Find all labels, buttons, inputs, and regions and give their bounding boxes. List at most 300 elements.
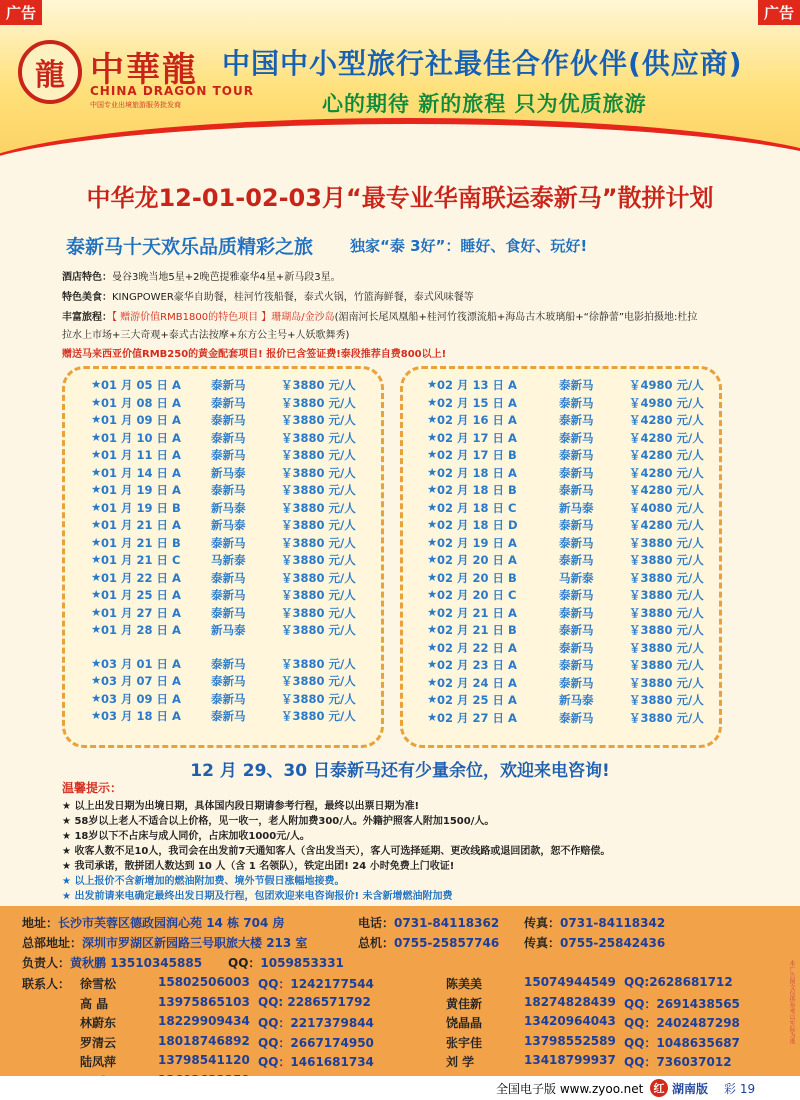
schedule-row	[403, 377, 725, 394]
header-title: 中国中小型旅行社最佳合作伙伴(供应商)	[222, 47, 743, 80]
schedule-price: ￥3880 元/人	[629, 623, 704, 637]
schedule-price: ￥3880 元/人	[281, 588, 356, 602]
schedule-date: 02 月 18 日 A	[437, 465, 517, 480]
schedule-row	[65, 708, 387, 725]
schedule-destination: 泰新马	[559, 465, 594, 480]
contact-qq[interactable]: QQ：2402487298	[624, 1016, 740, 1030]
star-icon: ★	[91, 673, 102, 687]
schedule-price: ￥4980 元/人	[629, 378, 704, 392]
schedule-date: 01 月 21 日 B	[101, 535, 181, 550]
schedule-price: ￥4080 元/人	[629, 500, 704, 515]
contact-qq[interactable]: QQ：736037012	[624, 1055, 732, 1069]
tip-text: 以上报价不含新增加的燃油附加费、境外节假日涨幅地接费。	[74, 876, 345, 887]
schedule-price: ￥3880 元/人	[281, 518, 356, 532]
schedule-destination: 泰新马	[559, 483, 594, 497]
contact-qq[interactable]: QQ：2217379844	[258, 1016, 374, 1030]
star-icon: ★	[427, 499, 438, 514]
schedule-row	[403, 430, 725, 447]
contact-name: 张宇佳	[446, 1035, 483, 1050]
schedule-row	[403, 552, 725, 569]
star-icon: ★	[62, 876, 75, 887]
footer-hq-fax	[524, 934, 665, 951]
schedule-price: ￥4980 元/人	[629, 395, 704, 410]
footer-tel-label: 电话：	[358, 916, 395, 930]
schedule-destination: 泰新马	[559, 623, 594, 637]
schedule-row	[65, 447, 387, 464]
tour-title: 泰新马十天欢乐品质精彩之旅	[66, 236, 314, 258]
schedule-price: ￥4280 元/人	[629, 483, 704, 497]
contact-phone[interactable]: 15802506003	[158, 975, 250, 989]
schedule-destination: 泰新马	[211, 430, 246, 445]
footer-hqfax-value: 0755-25842436	[560, 936, 666, 950]
footer-manager-label: 负责人：	[22, 956, 71, 970]
schedule-date: 02 月 20 日 B	[437, 570, 517, 585]
schedule-price: ￥3880 元/人	[281, 483, 356, 497]
footer-hq-label: 总部地址：	[22, 936, 83, 950]
brand-name-cn: 中華龍	[90, 50, 198, 90]
tip-item	[62, 887, 453, 902]
star-icon: ★	[91, 569, 102, 584]
schedule-date: 02 月 21 日 B	[437, 623, 517, 637]
ad-tag-right: 广告	[758, 0, 800, 25]
schedule-price: ￥3880 元/人	[281, 448, 356, 462]
schedule-price: ￥3880 元/人	[281, 465, 356, 480]
schedule-destination: 泰新马	[211, 588, 246, 602]
star-icon: ★	[62, 891, 75, 902]
schedule-row	[403, 517, 725, 534]
contact-qq[interactable]: QQ：2667174950	[258, 1035, 374, 1050]
star-icon: ★	[91, 394, 102, 409]
star-icon: ★	[427, 429, 438, 444]
schedule-price: ￥3880 元/人	[629, 588, 704, 602]
schedule-price: ￥3880 元/人	[281, 623, 356, 637]
schedule-price: ￥4280 元/人	[629, 465, 704, 480]
schedule-row	[65, 412, 387, 429]
schedule-price: ￥3880 元/人	[629, 710, 704, 725]
schedule-date: 02 月 21 日 A	[437, 605, 517, 620]
page-number: 彩 19	[724, 1082, 756, 1096]
contact-phone[interactable]: 15074944549	[524, 975, 616, 989]
schedule-date: 01 月 27 日 A	[101, 605, 181, 620]
star-icon: ★	[427, 464, 438, 479]
contact-qq[interactable]: QQ: 2286571792	[258, 994, 371, 1009]
schedule-price: ￥3880 元/人	[281, 605, 356, 620]
schedule-row	[403, 500, 725, 517]
schedule-date: 02 月 15 日 A	[437, 395, 517, 410]
schedule-date: 02 月 16 日 A	[437, 413, 517, 427]
contact-phone[interactable]: 13418799937	[524, 1053, 616, 1067]
contact-qq[interactable]: QQ：2691438565	[624, 996, 740, 1011]
star-icon: ★	[427, 394, 438, 409]
schedule-price: ￥3880 元/人	[281, 395, 356, 410]
star-icon: ★	[91, 587, 102, 601]
schedule-row	[65, 673, 387, 690]
contact-phone[interactable]: 18229909434	[158, 1014, 250, 1028]
schedule-destination: 泰新马	[211, 656, 246, 671]
star-icon: ★	[91, 429, 102, 444]
contact-name: 徐雪松	[80, 977, 117, 991]
star-icon: ★	[427, 517, 438, 531]
schedule-row	[403, 447, 725, 464]
contact-phone[interactable]: 18018746892	[158, 1033, 250, 1048]
schedule-destination: 新马泰	[559, 500, 594, 515]
schedule-date: 02 月 18 日 B	[437, 483, 517, 497]
footer-manager-qq	[228, 954, 344, 971]
schedule-destination: 泰新马	[559, 553, 594, 567]
header-swoosh	[0, 118, 800, 165]
star-icon: ★	[91, 412, 102, 426]
schedule-row	[65, 570, 387, 587]
schedule-date: 02 月 13 日 A	[437, 378, 517, 392]
schedule-destination: 泰新马	[211, 483, 246, 497]
star-icon: ★	[91, 708, 102, 722]
schedule-row	[403, 692, 725, 709]
star-icon: ★	[91, 464, 102, 479]
schedule-date: 01 月 21 日 A	[101, 518, 181, 532]
schedule-price: ￥3880 元/人	[281, 535, 356, 550]
star-icon: ★	[427, 604, 438, 619]
schedule-date: 02 月 17 日 A	[437, 430, 517, 445]
schedule-row	[65, 622, 387, 639]
tip-text: 我司承诺，散拼团人数达到 10 人（含 1 名领队），铁定出团! 24 小时免费上门收证!	[74, 861, 455, 872]
schedule-price: ￥3880 元/人	[629, 675, 704, 690]
star-icon: ★	[91, 622, 102, 636]
schedule-date: 01 月 08 日 A	[101, 395, 181, 410]
schedule-row	[403, 465, 725, 482]
schedule-row	[65, 605, 387, 622]
schedule-row	[403, 535, 725, 552]
schedule-date: 02 月 25 日 A	[437, 693, 517, 707]
footer-tel	[358, 914, 499, 931]
schedule-date: 01 月 14 日 A	[101, 465, 181, 480]
contact-name: 陆凤萍	[80, 1055, 117, 1069]
tip-text: 出发前请来电确定最终出发日期及行程，包团欢迎来电咨询报价! 未含新增燃油附加费	[74, 891, 453, 902]
schedule-row	[65, 587, 387, 604]
star-icon: ★	[427, 569, 438, 584]
schedule-date: 01 月 28 日 A	[101, 623, 181, 637]
schedule-destination: 泰新马	[559, 448, 594, 462]
schedule-destination: 泰新马	[559, 710, 594, 725]
schedule-destination: 泰新马	[211, 448, 246, 462]
brand-name-en: CHINA DRAGON TOUR	[90, 84, 254, 98]
schedule-box-right	[400, 366, 722, 748]
schedule-destination: 泰新马	[559, 378, 594, 392]
footer-fax	[524, 914, 665, 931]
schedule-date: 02 月 20 日 A	[437, 553, 517, 567]
feature-tour-text: (湄南河长尾凤凰船+桂河竹筏漂流船+海岛古木玻璃船+“徐静蕾”电影拍摄地:杜拉	[334, 312, 698, 323]
schedule-date: 01 月 10 日 A	[101, 430, 181, 445]
feature-hotel-label: 酒店特色：	[62, 272, 112, 283]
contact-phone[interactable]: 18274828439	[524, 994, 616, 1009]
schedule-row	[403, 395, 725, 412]
contact-phone[interactable]: 13420964043	[524, 1014, 616, 1028]
schedule-price: ￥3880 元/人	[629, 605, 704, 620]
schedule-row	[65, 552, 387, 569]
schedule-row	[403, 482, 725, 499]
schedule-destination: 泰新马	[211, 691, 246, 706]
star-icon: ★	[91, 482, 102, 496]
schedule-destination: 泰新马	[559, 518, 594, 532]
schedule-date: 03 月 01 日 A	[101, 656, 181, 671]
star-icon: ★	[62, 801, 75, 812]
header-banner	[0, 0, 800, 165]
schedule-price: ￥4280 元/人	[629, 448, 704, 462]
star-icon: ★	[427, 412, 438, 426]
tip-text: 以上出发日期为出境日期，具体国内段日期请参考行程，最终以出票日期为准!	[74, 801, 420, 812]
contact-phone[interactable]: 13798552589	[524, 1033, 616, 1048]
schedule-date: 03 月 18 日 A	[101, 709, 181, 723]
contact-name: 黄佳新	[446, 996, 483, 1011]
star-icon: ★	[427, 377, 438, 391]
star-icon: ★	[91, 552, 102, 566]
site-url[interactable]: 全国电子版 www.zyoo.net	[496, 1082, 644, 1096]
star-icon: ★	[427, 639, 438, 654]
feature-food-text: KINGPOWER豪华自助餐，桂河竹筏船餐，泰式火锅，竹篮海鲜餐，泰式风味餐等	[112, 292, 474, 303]
contact-qq[interactable]: QQ:2628681712	[624, 975, 733, 989]
footer-hqtel-value: 0755-25857746	[394, 936, 500, 950]
star-icon: ★	[62, 831, 75, 842]
schedule-price: ￥3880 元/人	[281, 553, 356, 567]
schedule-row	[403, 605, 725, 622]
schedule-row	[403, 570, 725, 587]
tip-item	[62, 842, 610, 857]
schedule-destination: 泰新马	[559, 430, 594, 445]
star-icon: ★	[427, 692, 438, 706]
contact-name: 高 晶	[80, 996, 109, 1011]
schedule-row	[403, 412, 725, 429]
star-icon: ★	[91, 604, 102, 619]
schedule-destination: 新马泰	[211, 500, 246, 515]
footer-manager	[22, 954, 202, 971]
schedule-destination: 泰新马	[559, 395, 594, 410]
schedule-destination: 新马泰	[211, 518, 246, 532]
contact-name: 陈美美	[446, 977, 483, 991]
schedule-date: 01 月 09 日 A	[101, 413, 181, 427]
side-note: 本广告图文仅供参考以实际为准	[788, 960, 795, 1044]
schedule-price: ￥4280 元/人	[629, 430, 704, 445]
schedule-destination: 泰新马	[559, 658, 594, 672]
schedule-date: 01 月 05 日 A	[101, 378, 181, 392]
star-icon: ★	[427, 709, 438, 724]
star-icon: ★	[427, 657, 438, 671]
schedule-destination: 新马泰	[211, 465, 246, 480]
tip-text: 18岁以下不占床与成人同价，占床加收1000元/人。	[74, 831, 310, 842]
footer-address	[22, 914, 284, 931]
schedule-date: 01 月 25 日 A	[101, 588, 181, 602]
schedule-date: 02 月 24 日 A	[437, 675, 517, 690]
schedule-price: ￥4280 元/人	[629, 413, 704, 427]
schedule-price: ￥3880 元/人	[629, 535, 704, 550]
star-icon: ★	[91, 517, 102, 531]
tip-text: 收客人数不足10人，我司会在出发前7天通知客人（含出发当天），客人可选择延期、更改线路或退回团款，恕不作赔偿。	[74, 846, 611, 857]
schedule-date: 02 月 20 日 C	[437, 588, 517, 602]
schedule-destination: 泰新马	[211, 535, 246, 550]
schedule-row	[403, 622, 725, 639]
feature-hotel	[62, 268, 341, 283]
contact-qq[interactable]: QQ：1461681734	[258, 1055, 374, 1069]
edition-badge-icon: 红	[650, 1079, 668, 1097]
star-icon: ★	[91, 499, 102, 514]
tip-text: 58岁以上老人不适合以上价格，见一收一，老人附加费300/人。外籍护照客人附加1500/人。	[74, 816, 495, 827]
schedule-row	[65, 430, 387, 447]
star-icon: ★	[427, 587, 438, 601]
footer-fax-label: 传真：	[524, 916, 561, 930]
schedule-date: 02 月 18 日 D	[437, 518, 518, 532]
footer-manager-value: 黄秋鹏 13510345885	[70, 956, 203, 970]
schedule-price: ￥3880 元/人	[629, 570, 704, 585]
schedule-date: 02 月 22 日 A	[437, 640, 517, 655]
schedule-row	[65, 500, 387, 517]
schedule-row	[403, 640, 725, 657]
schedule-price: ￥3880 元/人	[281, 570, 356, 585]
schedule-destination: 泰新马	[559, 605, 594, 620]
star-icon: ★	[91, 447, 102, 461]
tip-item	[62, 857, 454, 872]
footer-hq-tel	[358, 934, 499, 951]
schedule-price: ￥4280 元/人	[629, 518, 704, 532]
footer-address-label: 地址：	[22, 916, 59, 930]
feature-tour-line2: 拉水上市场+三大奇观+泰式古法按摩+东方公主号+人妖歌舞秀)	[62, 330, 350, 341]
schedule-price: ￥3880 元/人	[281, 674, 356, 688]
feature-tour	[62, 308, 697, 323]
contact-qq[interactable]: QQ：1242177544	[258, 977, 374, 991]
feature-hotel-text: 曼谷3晚当地5星+2晚芭提雅豪华4星+新马段3星。	[112, 272, 341, 283]
feature-food	[62, 288, 474, 303]
contact-name: 罗清云	[80, 1035, 117, 1050]
feature-tour-label: 丰富旅程：	[62, 312, 112, 323]
schedule-row	[65, 691, 387, 708]
star-icon: ★	[427, 552, 438, 566]
star-icon: ★	[427, 447, 438, 461]
contact-qq[interactable]: QQ：1048635687	[624, 1035, 740, 1050]
schedule-price: ￥3880 元/人	[281, 709, 356, 723]
footer-fax-value: 0731-84118342	[560, 916, 666, 930]
tips-title: 温馨提示：	[62, 781, 123, 795]
schedule-price: ￥3880 元/人	[281, 500, 356, 515]
schedule-date: 02 月 19 日 A	[437, 535, 517, 550]
schedule-destination: 马新泰	[211, 553, 246, 567]
schedule-destination: 泰新马	[211, 395, 246, 410]
star-icon: ★	[91, 690, 102, 705]
star-icon: ★	[427, 534, 438, 549]
schedule-price: ￥3880 元/人	[629, 640, 704, 655]
tip-item	[62, 872, 344, 887]
footer-hqfax-label: 传真：	[524, 936, 561, 950]
schedule-price: ￥3880 元/人	[281, 378, 356, 392]
schedule-row	[65, 482, 387, 499]
schedule-date: 03 月 09 日 A	[101, 691, 181, 706]
contact-phone[interactable]: 13975865103	[158, 994, 250, 1009]
schedule-destination: 泰新马	[559, 535, 594, 550]
schedule-destination: 泰新马	[211, 378, 246, 392]
footer-hqtel-label: 总机：	[358, 936, 395, 950]
schedule-row	[65, 535, 387, 552]
feature-food-label: 特色美食：	[62, 292, 112, 303]
star-icon: ★	[427, 482, 438, 496]
schedule-price: ￥3880 元/人	[281, 413, 356, 427]
tip-item	[62, 812, 494, 827]
schedule-date: 01 月 19 日 A	[101, 483, 181, 497]
star-icon: ★	[427, 674, 438, 689]
schedule-date: 01 月 11 日 A	[101, 448, 181, 462]
star-icon: ★	[91, 655, 102, 670]
schedule-row	[65, 656, 387, 673]
schedule-row	[403, 657, 725, 674]
schedule-date: 02 月 27 日 A	[437, 710, 517, 725]
schedule-destination: 泰新马	[211, 709, 246, 723]
contact-footer	[0, 906, 800, 1076]
schedule-date: 01 月 21 日 C	[101, 553, 181, 567]
edition-label: 湖南版	[672, 1082, 709, 1096]
schedule-destination: 泰新马	[211, 413, 246, 427]
footer-tel-value: 0731-84118362	[394, 916, 500, 930]
schedule-date: 03 月 07 日 A	[101, 674, 181, 688]
seats-notice: 12 月 29、30 日泰新马还有少量余位，欢迎来电咨询!	[190, 761, 610, 781]
schedule-destination: 新马泰	[211, 623, 246, 637]
footer-manager-qq-label: QQ：	[228, 956, 261, 970]
footer-address-value: 长沙市芙蓉区德政园润心苑 14 栋 704 房	[58, 916, 285, 930]
schedule-price: ￥3880 元/人	[629, 658, 704, 672]
feature-tour-bonus: 【 赠游价值RMB1800的特色项目 】珊瑚岛/金沙岛	[112, 312, 335, 323]
schedule-destination: 泰新马	[559, 413, 594, 427]
contact-name: 林蔚东	[80, 1016, 117, 1030]
schedule-date: 02 月 18 日 C	[437, 500, 517, 515]
schedule-destination: 泰新马	[211, 605, 246, 620]
footer-hq-value: 深圳市罗湖区新园路三号职旅大楼 213 室	[82, 936, 308, 950]
tip-item	[62, 827, 310, 842]
schedule-destination: 泰新马	[211, 570, 246, 585]
star-icon: ★	[427, 622, 438, 636]
plan-title: 中华龙12-01-02-03月“最专业华南联运泰新马”散拼计划	[86, 184, 714, 212]
schedule-box-left	[62, 366, 384, 748]
brand-tagline: 中国专业出境旅游服务批发商	[90, 101, 181, 109]
schedule-row	[65, 395, 387, 412]
schedule-destination: 泰新马	[559, 588, 594, 602]
contact-phone[interactable]: 13798541120	[158, 1053, 250, 1067]
schedule-destination: 新马泰	[559, 693, 594, 707]
schedule-price: ￥3880 元/人	[281, 656, 356, 671]
schedule-row	[403, 587, 725, 604]
schedule-row	[65, 465, 387, 482]
schedule-date: 01 月 19 日 B	[101, 500, 181, 515]
feature-gift: 赠送马来西亚价值RMB250的黄金配套项目! 报价已含签证费!泰段推荐自费800以上!	[62, 349, 447, 360]
footer-hq-address	[22, 934, 307, 951]
star-icon: ★	[91, 534, 102, 549]
footer-manager-qq-value: 1059853331	[260, 956, 344, 970]
tip-item	[62, 797, 419, 812]
schedule-row	[65, 517, 387, 534]
schedule-row	[65, 377, 387, 394]
schedule-destination: 泰新马	[559, 640, 594, 655]
star-icon: ★	[62, 816, 75, 827]
schedule-destination: 马新泰	[559, 570, 594, 585]
contact-name: 刘 学	[446, 1055, 475, 1069]
footer-contact-label: 联系人：	[22, 977, 71, 991]
tour-exclusive: 独家“泰 3好”：睡好、食好、玩好!	[350, 237, 588, 255]
dragon-logo-icon: 龍	[18, 40, 82, 104]
schedule-price: ￥3880 元/人	[281, 691, 356, 706]
schedule-price: ￥3880 元/人	[281, 430, 356, 445]
star-icon: ★	[62, 846, 75, 857]
schedule-row	[403, 710, 725, 727]
schedule-price: ￥3880 元/人	[629, 693, 704, 707]
schedule-date: 02 月 17 日 B	[437, 448, 517, 462]
star-icon: ★	[62, 861, 75, 872]
header-subtitle: 心的期待 新的旅程 只为优质旅游	[322, 92, 647, 116]
schedule-date: 01 月 22 日 A	[101, 570, 181, 585]
schedule-destination: 泰新马	[559, 675, 594, 690]
schedule-price: ￥3880 元/人	[629, 553, 704, 567]
